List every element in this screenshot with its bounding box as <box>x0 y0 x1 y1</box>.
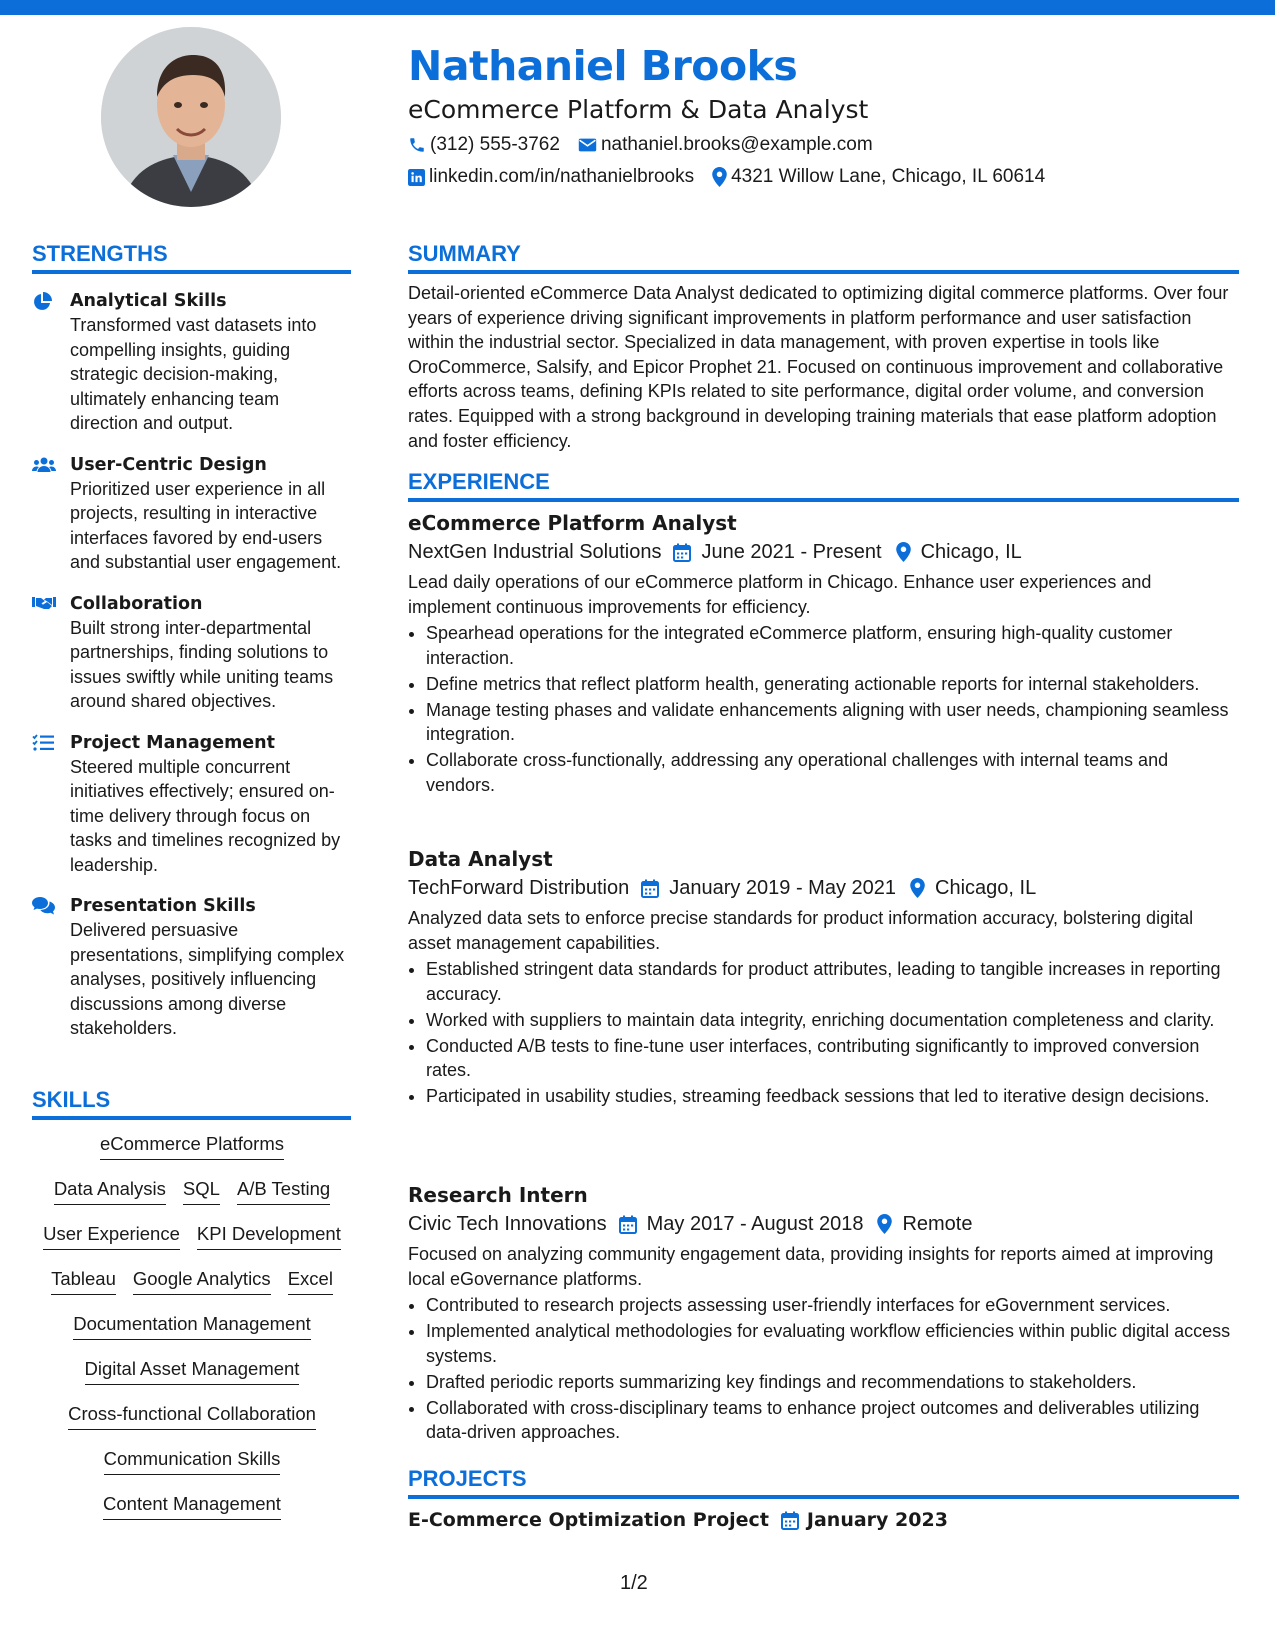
skill-row <box>32 1222 352 1267</box>
bullet-item: • Implemented analytical methodologies for evaluating workflow efficiencies within public digital access systems. <box>426 1319 1239 1368</box>
linkedin-icon <box>408 169 425 186</box>
bullet-item: • Spearhead operations for the integrated eCommerce platform, ensuring high-quality customer interaction. <box>426 621 1239 670</box>
skill-row <box>32 1132 352 1177</box>
skill-row <box>32 1357 352 1402</box>
job-bullets <box>408 1293 1239 1445</box>
strength-item <box>32 894 352 1041</box>
skill-tag: SQL <box>183 1177 220 1205</box>
bullet-item: • Define metrics that reflect platform health, generating actionable reports for internal stakeholders. <box>426 672 1239 697</box>
strength-desc: Delivered persuasive presentations, simplifying complex analyses, positively influencing discussions among diverse stakeholders. <box>70 920 345 1038</box>
job-company: Civic Tech Innovations <box>408 1213 607 1235</box>
strengths-list <box>32 289 352 1058</box>
skill-tag: Digital Asset Management <box>85 1357 300 1385</box>
bullet-item: • Collaborate cross-functionally, addressing any operational challenges with internal teams and vendors. <box>426 748 1239 797</box>
skill-tag: Documentation Management <box>73 1312 311 1340</box>
job-description: Lead daily operations of our eCommerce platform in Chicago. Enhance user experiences and implement continuous improvements for efficiency. <box>408 572 1152 617</box>
summary-text: Detail-oriented eCommerce Data Analyst dedicated to optimizing digital commerce platforms. Over four years of experience driving significant improvements in platform performance and user satisfaction within the industrial sector. Specialized in data management, with proven expertise in tools like OroCommerce, Salsify, and Epicor Prophet 21. Focused on continuous improvement and collaborative efforts across teams, defining KPIs related to site performance, digital order volume, and conversion rates. Equipped with a strong background in developing training materials that ease platform adoption and foster efficiency. <box>408 283 1229 451</box>
job-location <box>910 873 1036 903</box>
phone-text: (312) 555-3762 <box>430 134 560 155</box>
job-title: Research Intern <box>408 1183 588 1207</box>
job-entry <box>408 509 1239 799</box>
skill-row <box>32 1177 352 1222</box>
bullet-item: • Contributed to research projects assessing user-friendly interfaces for eGovernment services. <box>426 1293 1239 1318</box>
map-pin-icon <box>910 878 925 898</box>
calendar-icon <box>673 543 691 562</box>
bullet-item: • Manage testing phases and validate enhancements aligning with user needs, championing seamless integration. <box>426 698 1239 747</box>
top-accent-bar <box>0 0 1275 15</box>
job-description: Focused on analyzing community engagement data, providing insights for reports aimed at improving local eGovernance platforms. <box>408 1244 1214 1289</box>
profile-photo <box>101 27 281 207</box>
projects-heading: PROJECTS <box>408 1466 1239 1499</box>
skill-tag: A/B Testing <box>237 1177 330 1205</box>
job-dates-text: June 2021 - Present <box>701 541 882 563</box>
skill-row <box>32 1402 352 1447</box>
email-text: nathaniel.brooks@example.com <box>600 134 873 155</box>
skill-tag: Excel <box>288 1267 333 1295</box>
job-dates-text: January 2019 - May 2021 <box>669 877 897 899</box>
address-contact <box>712 166 1045 188</box>
job-dates-text: May 2017 - August 2018 <box>646 1213 864 1235</box>
job-location-text: Chicago, IL <box>920 541 1022 563</box>
contact-row-2 <box>408 166 1063 188</box>
linkedin-text: linkedin.com/in/nathanielbrooks <box>429 166 695 187</box>
calendar-icon <box>781 1511 799 1530</box>
strength-title: Project Management <box>70 732 275 753</box>
bullet-item: • Collaborated with cross-disciplinary teams to enhance project outcomes and deliverables utilizing data-driven approaches. <box>426 1396 1239 1445</box>
job-meta <box>408 537 1239 567</box>
map-pin-icon <box>877 1214 892 1234</box>
skill-row <box>32 1312 352 1357</box>
skill-row <box>32 1447 352 1492</box>
project-date: January 2023 <box>806 1509 948 1531</box>
job-dates <box>641 873 896 903</box>
strength-desc: Steered multiple concurrent initiatives effectively; ensured on-time delivery through focus on tasks and timelines recognized by leadership. <box>70 756 341 875</box>
job-location-text: Remote <box>902 1213 973 1235</box>
users-icon <box>32 456 56 474</box>
phone-icon <box>408 136 426 154</box>
bullet-item: • Established stringent data standards for product attributes, leading to tangible increases in reporting accuracy. <box>426 957 1239 1006</box>
skill-row <box>32 1492 352 1537</box>
job-description: Analyzed data sets to enforce precise standards for product information accuracy, bolstering digital asset management capabilities. <box>408 908 1194 953</box>
bullet-item: • Worked with suppliers to maintain data integrity, enriching documentation completeness and clarity. <box>426 1008 1239 1033</box>
strength-item <box>32 731 352 878</box>
phone-contact[interactable] <box>408 134 560 156</box>
job-location <box>896 537 1022 567</box>
skill-tag: Communication Skills <box>104 1447 281 1475</box>
job-entry <box>408 1181 1239 1446</box>
bullet-item: • Participated in usability studies, streaming feedback sessions that led to iterative design decisions. <box>426 1084 1239 1109</box>
skill-tag: Data Analysis <box>54 1177 166 1205</box>
job-location-text: Chicago, IL <box>935 877 1037 899</box>
strength-item <box>32 453 352 575</box>
job-entry <box>408 845 1239 1110</box>
strength-desc: Built strong inter-departmental partnerships, finding solutions to issues swiftly while uniting teams around shared objectives. <box>70 617 334 711</box>
strength-item <box>32 289 352 436</box>
bullet-item: • Drafted periodic reports summarizing key findings and recommendations to stakeholders. <box>426 1370 1239 1395</box>
address-text: 4321 Willow Lane, Chicago, IL 60614 <box>731 166 1046 187</box>
chat-bubbles-icon <box>32 897 55 915</box>
email-contact[interactable] <box>578 134 873 156</box>
envelope-icon <box>578 137 597 153</box>
job-meta <box>408 1209 1239 1239</box>
task-list-icon <box>32 734 54 752</box>
job-bullets <box>408 621 1239 797</box>
project-entry <box>408 1509 948 1531</box>
page-number: 1/2 <box>620 1572 648 1594</box>
map-pin-icon <box>896 542 911 562</box>
project-title: E-Commerce Optimization Project <box>408 1509 769 1531</box>
job-bullets <box>408 957 1239 1109</box>
job-company: TechForward Distribution <box>408 877 630 899</box>
strength-title: Analytical Skills <box>70 291 227 311</box>
strength-desc: Transformed vast datasets into compelling insights, guiding strategic decision-making, ultimately enhancing team direction and output. <box>70 315 317 433</box>
job-meta <box>408 873 1239 903</box>
strength-title: Presentation Skills <box>70 896 256 916</box>
pie-chart-icon <box>32 292 52 312</box>
strength-title: Collaboration <box>70 593 203 614</box>
contact-row-1 <box>408 134 891 156</box>
strength-title: User-Centric Design <box>70 454 267 475</box>
job-dates <box>619 1209 864 1239</box>
job-company: NextGen Industrial Solutions <box>408 541 662 563</box>
skill-tag: eCommerce Platforms <box>100 1132 284 1160</box>
bullet-item: • Conducted A/B tests to fine-tune user interfaces, contributing significantly to improved conversion rates. <box>426 1034 1239 1083</box>
job-title: eCommerce Platform Analyst <box>408 511 737 535</box>
skills-heading: SKILLS <box>32 1087 351 1120</box>
skill-tag: Content Management <box>103 1492 281 1520</box>
job-title: Data Analyst <box>408 847 553 871</box>
candidate-name: Nathaniel Brooks <box>408 42 798 90</box>
linkedin-contact[interactable] <box>408 166 694 188</box>
skill-tag: Google Analytics <box>133 1267 271 1295</box>
strength-item <box>32 592 352 714</box>
calendar-icon <box>641 879 659 898</box>
summary-heading: SUMMARY <box>408 241 1239 274</box>
job-location <box>877 1209 972 1239</box>
candidate-title: eCommerce Platform & Data Analyst <box>408 95 869 124</box>
skill-tag: Cross-functional Collaboration <box>68 1402 316 1430</box>
skill-tag: Tableau <box>51 1267 116 1295</box>
handshake-icon <box>32 595 56 611</box>
strength-desc: Prioritized user experience in all projects, resulting in interactive interfaces favored by end-users and substantial user engagement. <box>70 478 342 572</box>
skill-row <box>32 1267 352 1312</box>
experience-heading: EXPERIENCE <box>408 469 1239 502</box>
skill-tag: User Experience <box>43 1222 180 1250</box>
strengths-heading: STRENGTHS <box>32 241 351 274</box>
skill-tag: KPI Development <box>197 1222 341 1250</box>
map-pin-icon <box>712 167 727 187</box>
calendar-icon <box>619 1215 637 1234</box>
job-dates <box>673 537 881 567</box>
skills-list <box>32 1132 352 1537</box>
